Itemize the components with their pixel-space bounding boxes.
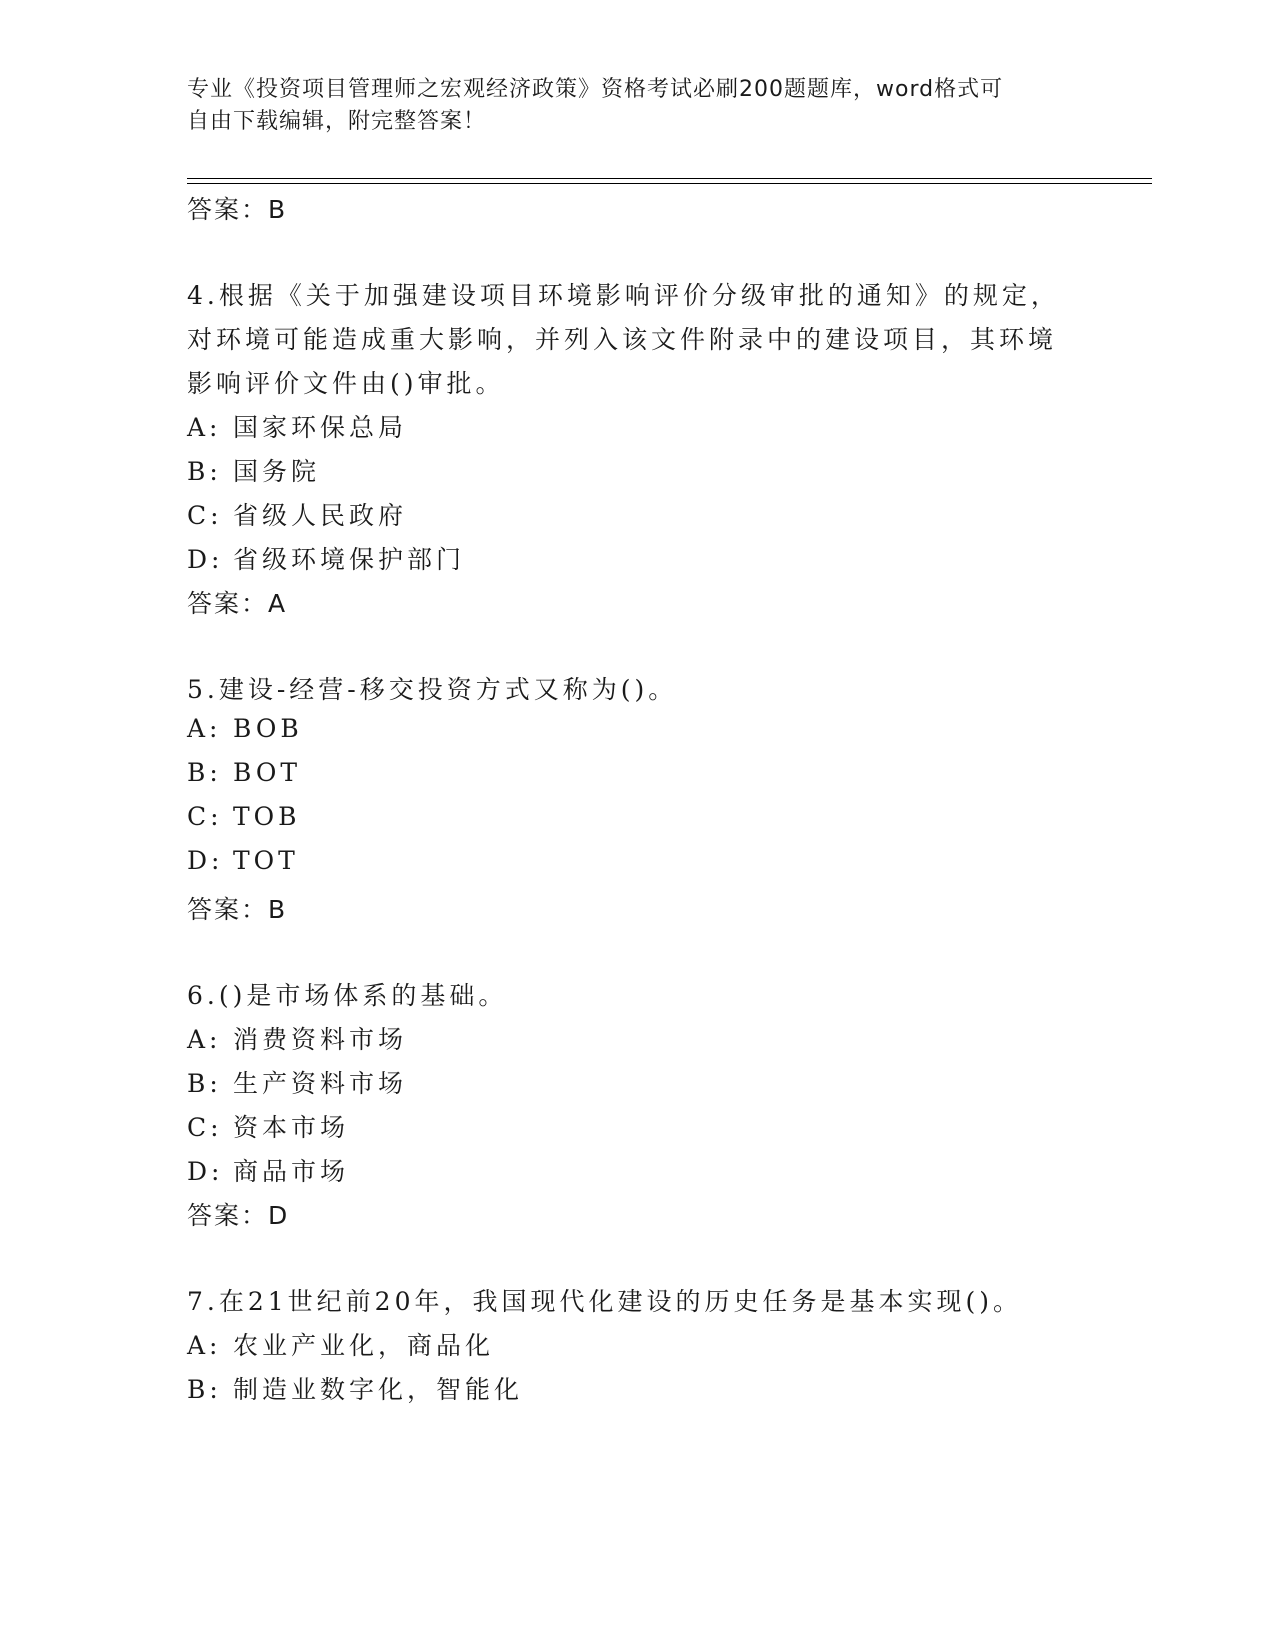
question-4-option-c xyxy=(187,496,407,532)
option-letter: C: xyxy=(187,501,223,530)
document-header xyxy=(187,74,1067,138)
answer-label: 答案： xyxy=(187,195,269,224)
option-letter: B: xyxy=(187,1069,222,1098)
answer-value: B xyxy=(268,895,288,924)
option-letter: B: xyxy=(187,758,222,787)
question-5-option-a xyxy=(187,714,303,743)
question-6-option-b xyxy=(187,1064,407,1100)
answer-label: 答案： xyxy=(187,1201,269,1230)
option-letter: C: xyxy=(187,802,223,831)
option-text: 农业产业化，商品化 xyxy=(233,1331,495,1360)
question-7-stem: 7.在21世纪前20年，我国现代化建设的历史任务是基本实现()。 xyxy=(187,1287,1022,1316)
question-4-option-b xyxy=(187,452,320,488)
option-text: TOT xyxy=(233,846,299,875)
answer-value: A xyxy=(268,589,288,618)
header-line-1: 专业《投资项目管理师之宏观经济政策》资格考试必刷200题题库，word格式可 xyxy=(187,77,1004,102)
option-letter: A: xyxy=(187,413,222,442)
header-divider-bottom xyxy=(187,183,1152,184)
answer-value: B xyxy=(268,195,288,224)
question-6-option-a xyxy=(187,1020,407,1056)
question-5-option-c xyxy=(187,802,301,831)
option-letter: D: xyxy=(187,545,224,574)
question-4-option-a xyxy=(187,408,407,444)
question-5-option-b xyxy=(187,758,301,787)
question-6-answer xyxy=(187,1196,289,1232)
answer-value: D xyxy=(268,1201,290,1230)
option-letter: A: xyxy=(187,714,222,743)
option-letter: C: xyxy=(187,1113,223,1142)
question-5-answer xyxy=(187,890,287,926)
answer-line xyxy=(187,190,287,226)
option-text: BOB xyxy=(233,714,303,743)
option-letter: A: xyxy=(187,1025,222,1054)
question-6-option-d xyxy=(187,1152,349,1188)
option-letter: D: xyxy=(187,1157,224,1186)
question-4-stem-line-3: 影响评价文件由()审批。 xyxy=(187,369,505,398)
option-letter: B: xyxy=(187,457,222,486)
question-5-option-d xyxy=(187,846,299,875)
option-text: BOT xyxy=(233,758,302,787)
question-6-stem: 6.()是市场体系的基础。 xyxy=(187,981,508,1010)
option-letter: B: xyxy=(187,1375,222,1404)
question-7-option-b xyxy=(187,1370,523,1406)
option-text: 生产资料市场 xyxy=(233,1069,408,1098)
option-letter: A: xyxy=(187,1331,222,1360)
question-4-answer xyxy=(187,584,287,620)
option-text: 资本市场 xyxy=(233,1113,350,1142)
header-divider-top xyxy=(187,178,1152,179)
option-text: 制造业数字化，智能化 xyxy=(233,1375,524,1404)
option-text: TOB xyxy=(233,802,301,831)
option-letter: D: xyxy=(187,846,224,875)
option-text: 国家环保总局 xyxy=(233,413,408,442)
option-text: 消费资料市场 xyxy=(233,1025,408,1054)
question-4-option-d xyxy=(187,540,465,576)
answer-label: 答案： xyxy=(187,895,269,924)
question-4-stem-line-1: 4.根据《关于加强建设项目环境影响评价分级审批的通知》的规定， xyxy=(187,281,1060,310)
option-text: 省级人民政府 xyxy=(233,501,408,530)
answer-label: 答案： xyxy=(187,589,269,618)
question-6-option-c xyxy=(187,1108,349,1144)
question-5-stem: 5.建设-经营-移交投资方式又称为()。 xyxy=(187,675,678,704)
question-4-stem-line-2: 对环境可能造成重大影响，并列入该文件附录中的建设项目，其环境 xyxy=(187,325,1058,354)
header-line-2: 自由下载编辑，附完整答案！ xyxy=(187,109,487,134)
option-text: 国务院 xyxy=(233,457,321,486)
option-text: 省级环境保护部门 xyxy=(233,545,466,574)
question-7-option-a xyxy=(187,1326,494,1362)
option-text: 商品市场 xyxy=(233,1157,350,1186)
